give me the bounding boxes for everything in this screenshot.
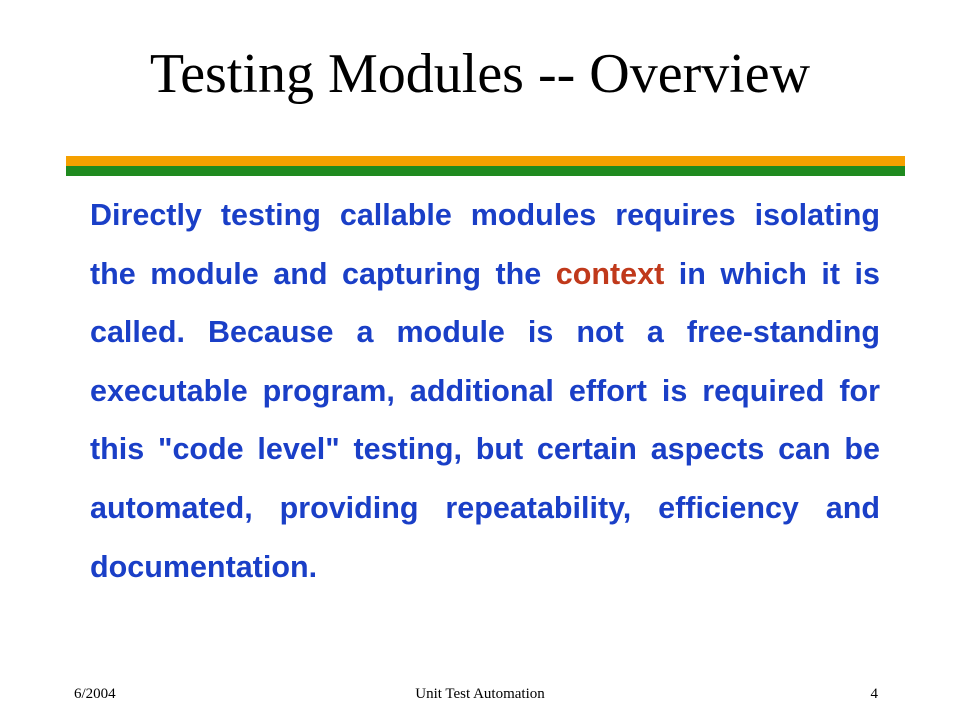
footer-page-number: 4: [870, 686, 878, 702]
body-text-part2: in which it is called. Because a module is not a free-standing executable program, additional effort is required for this "code level" testing, but certain aspects can be automated, providing repeatability, efficiency and documentation.: [90, 256, 880, 584]
body-paragraph: [90, 186, 880, 596]
highlighted-term: context: [555, 256, 665, 291]
body-text-part1: Directly testing callable modules requires isolating the module and capturing the: [90, 198, 880, 291]
footer-date: 6/2004: [74, 686, 116, 702]
slide-title: Testing Modules -- Overview: [149, 43, 811, 105]
title-divider-orange: [66, 156, 905, 166]
title-divider-green: [66, 166, 905, 176]
footer-title: Unit Test Automation: [415, 686, 545, 702]
